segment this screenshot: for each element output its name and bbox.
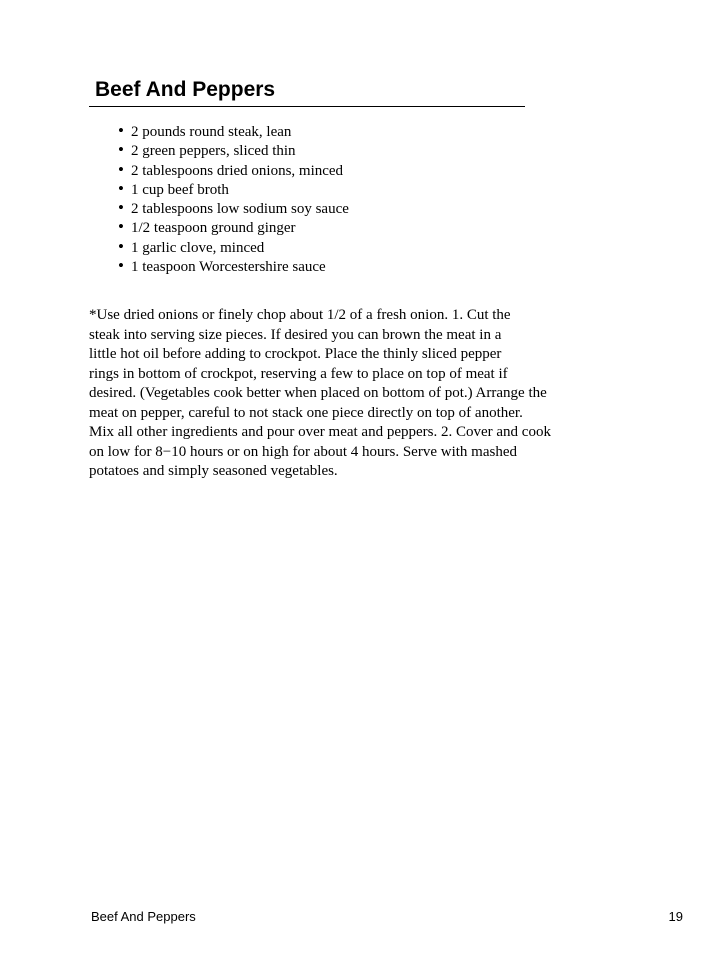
instructions-line: desired. (Vegetables cook better when placed on bottom of pot.) Arrange the bbox=[89, 385, 547, 401]
bullet-icon: • bbox=[118, 236, 124, 256]
bullet-icon: • bbox=[118, 140, 124, 160]
ingredient-item bbox=[118, 179, 349, 198]
ingredient-text: 1 cup beef broth bbox=[131, 181, 229, 198]
ingredient-text: 2 tablespoons low sodium soy sauce bbox=[131, 201, 349, 218]
bullet-icon: • bbox=[118, 178, 124, 198]
ingredient-text: 1 garlic clove, minced bbox=[131, 239, 265, 256]
bullet-icon: • bbox=[118, 198, 124, 218]
bullet-icon: • bbox=[118, 217, 124, 237]
ingredient-item bbox=[118, 121, 349, 140]
instructions-line: meat on pepper, careful to not stack one piece directly on top of another. bbox=[89, 404, 523, 421]
ingredient-text: 2 pounds round steak, lean bbox=[131, 124, 292, 140]
ingredient-text: 1 teaspoon Worcestershire sauce bbox=[131, 259, 326, 276]
bullet-icon: • bbox=[118, 121, 124, 140]
instructions-line: rings in bottom of crockpot, reserving a few to place on top of meat if bbox=[89, 365, 508, 382]
footer-title: Beef And Peppers bbox=[91, 909, 196, 924]
ingredient-item bbox=[118, 140, 349, 159]
ingredient-item bbox=[118, 237, 349, 256]
ingredient-text: 2 tablespoons dried onions, minced bbox=[131, 162, 344, 179]
page-title: Beef And Peppers bbox=[95, 78, 276, 101]
ingredient-list bbox=[118, 121, 349, 275]
page-number: 19 bbox=[668, 909, 683, 924]
ingredient-item bbox=[118, 160, 349, 179]
instructions-line: potatoes and simply seasoned vegetables. bbox=[89, 463, 338, 479]
ingredient-item bbox=[118, 256, 349, 275]
ingredient-item bbox=[118, 198, 349, 217]
instructions-paragraph bbox=[89, 306, 609, 482]
instructions-line: on low for 8−10 hours or on high for about 4 hours. Serve with mashed bbox=[89, 443, 517, 460]
title-underline bbox=[89, 106, 525, 107]
bullet-icon: • bbox=[118, 159, 124, 179]
instructions-line: steak into serving size pieces. If desired you can brown the meat in a bbox=[89, 326, 502, 343]
instructions-line: Mix all other ingredients and pour over meat and peppers. 2. Cover and cook bbox=[89, 424, 551, 440]
ingredient-text: 2 green peppers, sliced thin bbox=[131, 143, 296, 160]
ingredient-text: 1/2 teaspoon ground ginger bbox=[131, 220, 296, 237]
bullet-icon: • bbox=[118, 256, 124, 276]
instructions-line: little hot oil before adding to crockpot. Place the thinly sliced pepper bbox=[89, 346, 502, 362]
instructions-line: *Use dried onions or finely chop about 1/2 of a fresh onion. 1. Cut the bbox=[89, 307, 511, 323]
ingredient-item bbox=[118, 217, 349, 236]
